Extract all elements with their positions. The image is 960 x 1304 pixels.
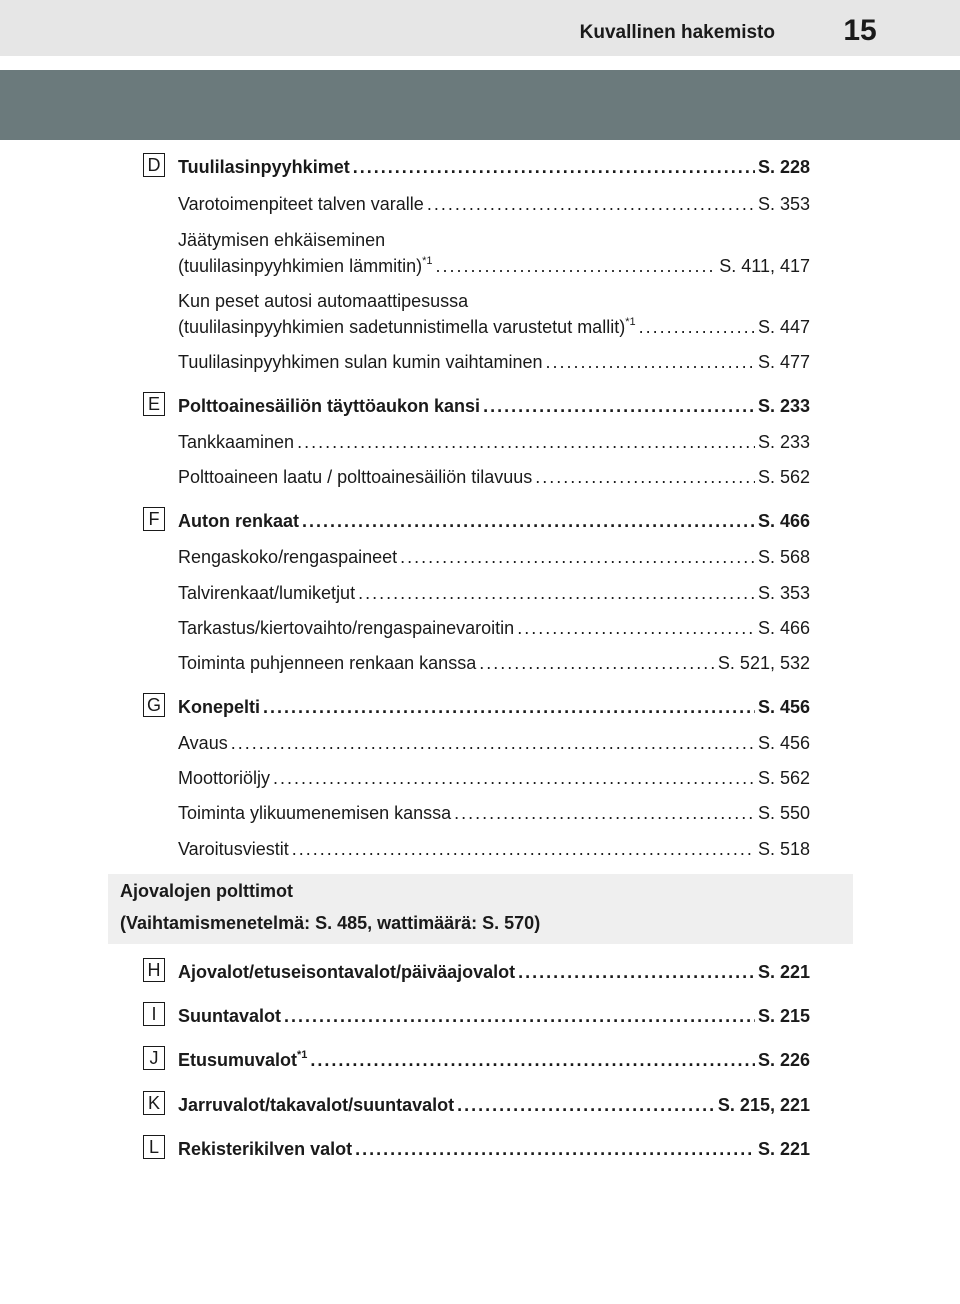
section-letter-g: G [143,693,165,717]
index-entry [178,316,810,338]
entry-label: Toiminta ylikuumenemisen kanssa [178,803,452,823]
index-entry-jarruvalot [178,1094,810,1116]
entry-label: Rengaskoko/rengaspaineet [178,547,398,567]
index-entry [178,466,810,488]
entry-page: S. 550 [757,803,810,823]
entry-label: Talvirenkaat/lumiketjut [178,583,356,603]
entry-page: S. 477 [757,352,810,372]
entry-label: (tuulilasinpyyhkimien lämmitin) [178,256,423,276]
entry-page: S. 466 [757,618,810,638]
entry-label: Tuulilasinpyyhkimet [178,157,350,177]
entry-label: Toiminta puhjenneen renkaan kanssa [178,653,477,673]
index-entry-ajovalot [178,961,810,983]
note-detail: (Vaihtamismenetelmä: S. 485, wattimäärä: S. 570) [120,913,541,933]
section-letter-h: H [143,958,165,982]
index-entry-rekisterikilven-valot [178,1138,810,1160]
entry-page: S. 568 [757,547,810,567]
index-entry-konepelti [178,696,810,718]
index-entry [178,802,810,824]
entry-page: S. 215 [757,1006,810,1026]
entry-page: S. 562 [757,768,810,788]
index-entry [178,838,810,860]
entry-page: S. 353 [757,583,810,603]
page-number: 15 [843,14,877,47]
entry-label: Rekisterikilven valot [178,1139,353,1159]
entry-label: Polttoaineen laatu / polttoainesäiliön tilavuus [178,467,533,487]
index-entry-auton-renkaat [178,510,810,532]
entry-page: S. 226 [757,1050,810,1070]
index-entry [178,652,810,674]
entry-page: S. 233 [757,396,810,416]
index-entry [178,351,810,373]
entry-label: Polttoainesäiliön täyttöaukon kansi [178,396,481,416]
entry-page: S. 353 [757,194,810,214]
entry-page: S. 456 [757,697,810,717]
index-entry-etusumuvalot [178,1049,810,1071]
entry-page: S. 221 [757,962,810,982]
entry-label: Avaus [178,733,228,753]
entry-page: S. 233 [757,432,810,452]
section-letter-d: D [143,153,165,177]
section-letter-i: I [143,1002,165,1026]
section-letter-j: J [143,1046,165,1070]
entry-label: Auton renkaat [178,511,300,531]
index-entry [178,546,810,568]
index-entry [178,582,810,604]
note-title: Ajovalojen polttimot [120,881,293,901]
page-header [0,0,960,56]
section-letter-e: E [143,392,165,416]
index-entry-polttoainesailio [178,395,810,417]
section-letter-f: F [143,507,165,531]
header-band [0,70,960,140]
index-entry [178,255,810,277]
index-entry [178,617,810,639]
footnote-mark: *1 [422,255,433,267]
entry-page: S. 521, 532 [717,653,810,673]
section-title: Kuvallinen hakemisto [579,22,775,43]
index-entry [178,767,810,789]
entry-label: Suuntavalot [178,1006,282,1026]
entry-first-line: Jäätymisen ehkäiseminen [178,230,386,250]
entry-page: S. 466 [757,511,810,531]
entry-label: Tuulilasinpyyhkimen sulan kumin vaihtaminen [178,352,543,372]
entry-label: Moottoriöljy [178,768,271,788]
entry-label: Varotoimenpiteet talven varalle [178,194,424,214]
entry-page: S. 456 [757,733,810,753]
entry-page: S. 228 [757,157,810,177]
section-letter-k: K [143,1091,165,1115]
entry-label: Jarruvalot/takavalot/suuntavalot [178,1095,455,1115]
footnote-mark: *1 [297,1049,308,1061]
entry-page: S. 562 [757,467,810,487]
entry-label: Konepelti [178,697,261,717]
entry-page: S. 215, 221 [717,1095,810,1115]
entry-label: Tankkaaminen [178,432,295,452]
index-entry-tuulilasinpyyhkimet [178,156,810,178]
index-entry-suuntavalot [178,1005,810,1027]
entry-label: (tuulilasinpyyhkimien sadetunnistimella varustetut mallit) [178,317,626,337]
entry-page: S. 411, 417 [719,256,810,276]
entry-label: Tarkastus/kiertovaihto/rengaspainevaroitin [178,618,515,638]
index-entry [178,193,810,215]
entry-first-line: Kun peset autosi automaattipesussa [178,291,469,311]
section-letter-l: L [143,1135,165,1159]
entry-page: S. 518 [757,839,810,859]
index-entry [178,732,810,754]
footnote-mark: *1 [625,316,636,328]
entry-label: Etusumuvalot [178,1050,298,1070]
entry-label: Varoitusviestit [178,839,289,859]
index-entry [178,431,810,453]
entry-label: Ajovalot/etuseisontavalot/päiväajovalot [178,962,516,982]
entry-page: S. 447 [757,317,810,337]
entry-page: S. 221 [757,1139,810,1159]
